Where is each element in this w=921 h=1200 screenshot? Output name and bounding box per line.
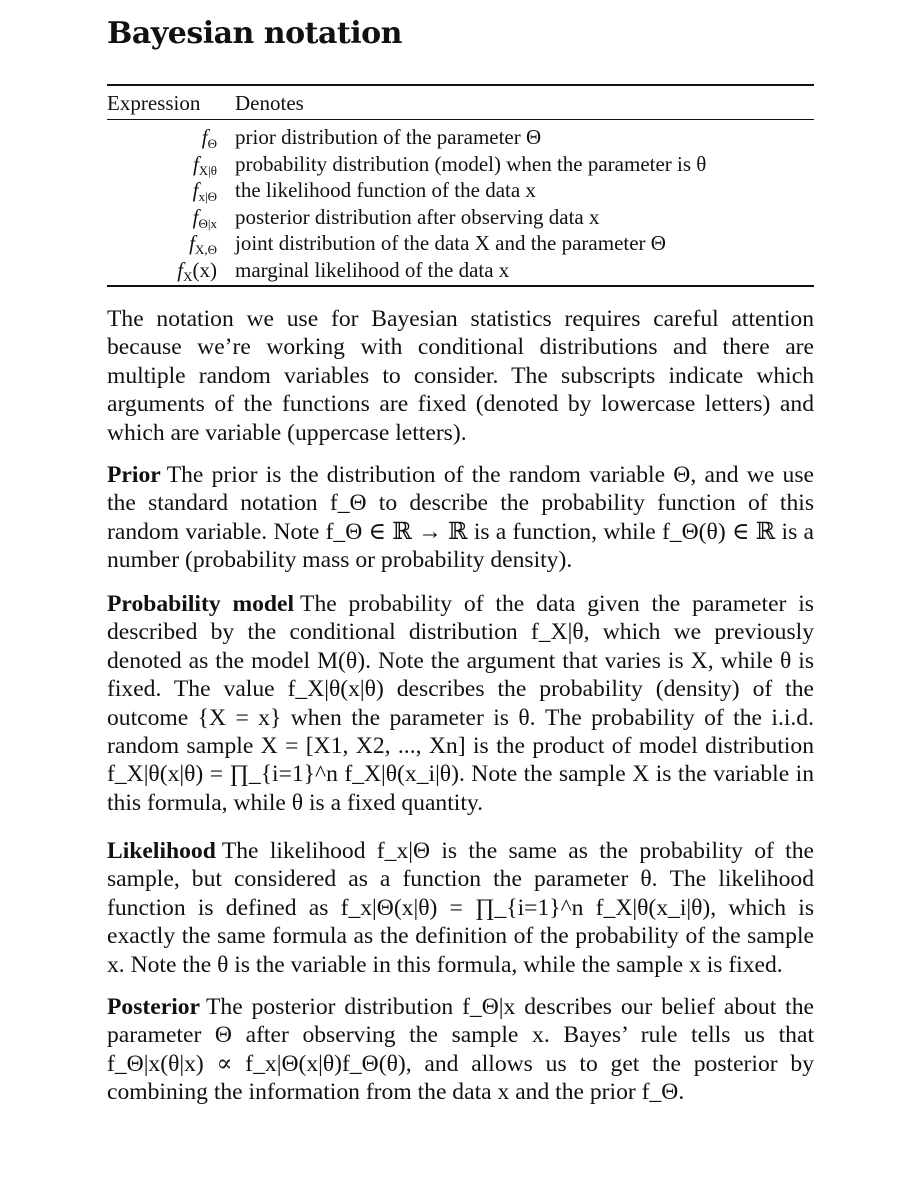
table-row: [107, 120, 814, 151]
column-header-expression: Expression: [107, 85, 235, 120]
page-title: Bayesian notation: [107, 16, 402, 51]
table-row: [107, 151, 814, 178]
table-row: [107, 257, 814, 287]
intro-paragraph: The notation we use for Bayesian statistics requires careful attention because we’re working with conditional distributions and there are multiple random variables to consider. The subscripts indicate which arguments of the functions are fixed (denoted by lowercase letters) and which are variable (uppercase letters).: [107, 306, 814, 446]
expression-cell: $f_{X|\theta}$: [192, 151, 217, 178]
probability-model-text: The probability of the data given the parameter is described by the conditional distribution f_X|θ, which we previously denoted as the model M(θ). Note the argument that varies is X, while θ is fixed. The value f_X|θ(x|θ) describes the probability (density) of the outcome {X = x} when the parameter is θ. The probability of the i.i.d. random sample X = [X1, X2, ..., Xn] is the product of model distribution f_X|θ(x|θ) = ∏_{i=1}^n f_X|θ(x_i|θ). Note the sample X is the variable in this formula, while θ is a fixed quantity.: [107, 591, 814, 816]
probability-model-heading: Probability model: [107, 591, 295, 617]
posterior-text: The posterior distribution f_Θ|x describes our belief about the parameter Θ after observing the sample x. Bayes’ rule tells us that f_Θ|x(θ|x) ∝ f_x|Θ(x|θ)f_Θ(θ), and allows us to get the posterior by combining the information from the data x and the prior f_Θ.: [107, 994, 814, 1106]
table-row: [107, 177, 814, 204]
prior-text: The prior is the distribution of the random variable Θ, and we use the standard notation f_Θ to describe the probability function of this random variable. Note f_Θ ∈ ℝ → ℝ is a function, while f_Θ(θ) ∈ ℝ is a number (probability mass or probability density).: [107, 462, 814, 574]
table-header-row: [107, 85, 814, 120]
denotes-cell: posterior distribution after observing data x: [235, 204, 600, 229]
expression-cell: $f_{x|\Theta}$: [192, 178, 217, 204]
likelihood-text: The likelihood f_x|Θ is the same as the probability of the sample, but considered as a function the parameter θ. The likelihood function is defined as f_x|Θ(x|θ) = ∏_{i=1}^n f_X|θ(x_i|θ), which is exactly the same formula as the definition of the probability of the sample x. Note the θ is the variable in this formula, while the sample x is fixed.: [107, 838, 814, 978]
notation-table: [107, 84, 814, 287]
expression-cell: $f_\Theta$: [201, 125, 217, 151]
expression-cell: $f_{\Theta|x}$: [192, 204, 217, 231]
denotes-cell: prior distribution of the parameter Θ: [235, 125, 542, 149]
denotes-cell: the likelihood function of the data x: [235, 178, 536, 202]
column-header-denotes: Denotes: [235, 85, 814, 120]
likelihood-paragraph: [107, 837, 814, 979]
denotes-cell: marginal likelihood of the data x: [235, 257, 814, 287]
expression-cell: $f_X(x)$: [107, 257, 235, 287]
table-row: [107, 230, 814, 257]
denotes-cell: joint distribution of the data X and the parameter Θ: [235, 231, 666, 255]
prior-heading: Prior: [107, 462, 161, 488]
prior-paragraph: [107, 461, 814, 575]
table-row: [107, 204, 814, 231]
likelihood-heading: Likelihood: [107, 838, 216, 864]
probability-model-paragraph: [107, 590, 814, 817]
posterior-paragraph: [107, 993, 814, 1107]
denotes-cell: probability distribution (model) when the parameter is θ: [235, 151, 707, 176]
expression-cell: $f_{X,\Theta}$: [189, 231, 217, 257]
posterior-heading: Posterior: [107, 994, 201, 1020]
